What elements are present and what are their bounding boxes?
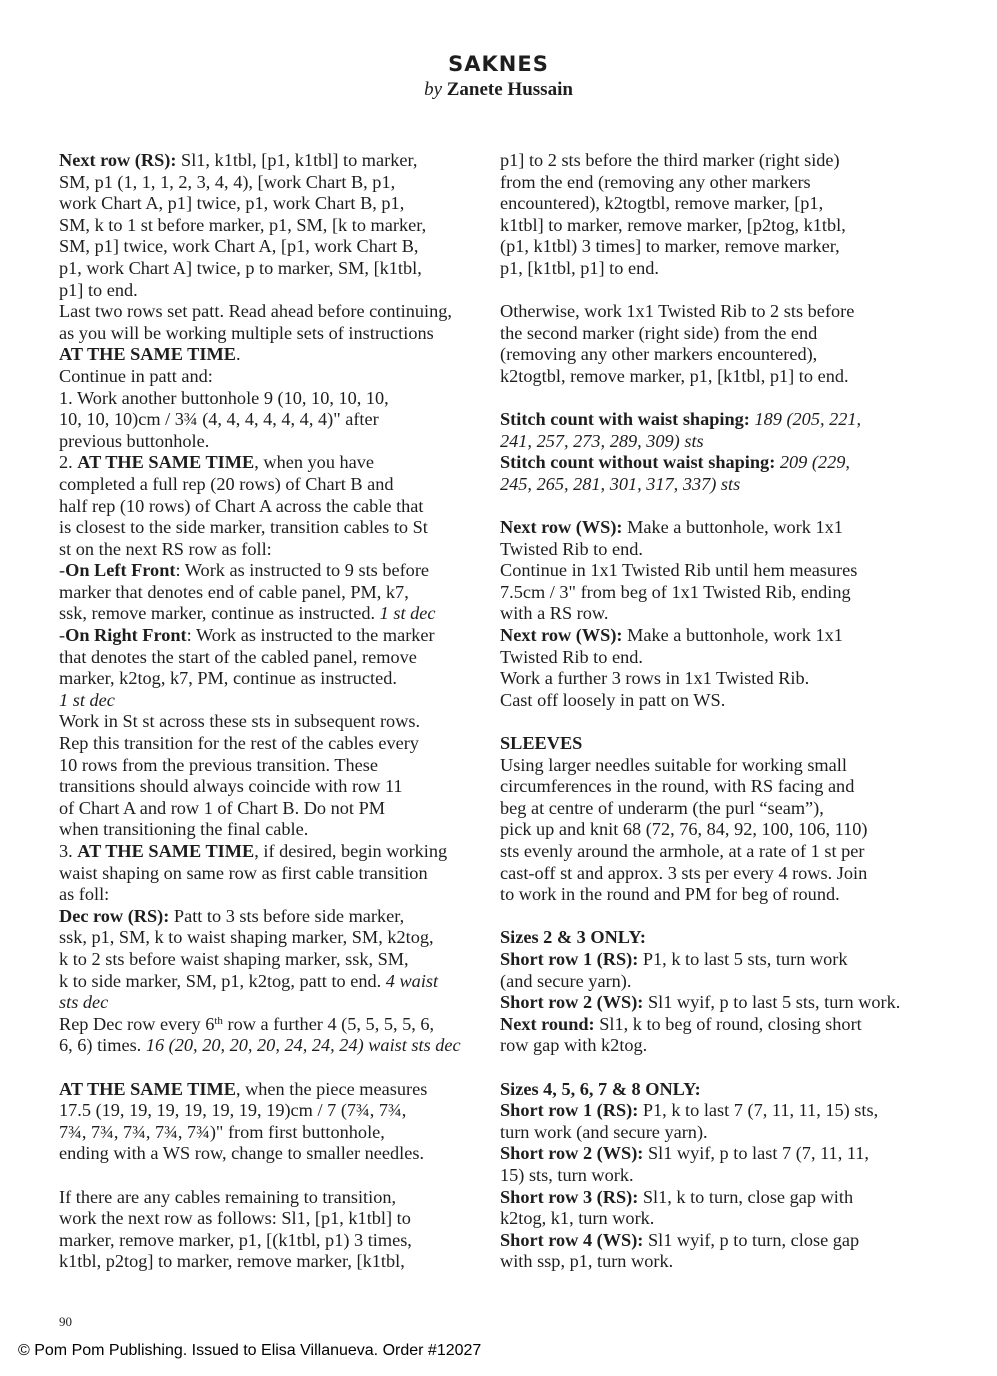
text-line <box>59 603 489 625</box>
text-span: Sl1, k to beg of round, closing short <box>594 1013 862 1034</box>
row-label: Short row 3 (RS): <box>500 1186 639 1207</box>
text-line: as you will be working multiple sets of instructions <box>59 322 434 343</box>
text-line: 15) sts, turn work. <box>500 1164 634 1185</box>
section-heading <box>500 1079 930 1101</box>
left-column <box>59 150 489 1273</box>
text-span: , if desired, begin working <box>254 841 448 861</box>
text-line <box>500 1100 930 1122</box>
text-line: circumferences in the round, with RS facing and <box>500 776 855 797</box>
paragraph-gap <box>500 906 930 928</box>
text-line <box>59 1035 489 1057</box>
text-line: transitions should always coincide with row 11 <box>59 776 403 797</box>
text-span: Patt to 3 sts before side marker, <box>169 905 405 926</box>
text-line: Using larger needles suitable for working small <box>500 754 847 775</box>
list-number: 3. <box>59 841 78 861</box>
text-line: Otherwise, work 1x1 Twisted Rib to 2 sts before <box>500 301 855 322</box>
text-line: previous buttonhole. <box>59 430 210 451</box>
text-line <box>500 992 930 1014</box>
text-line: k1tbl, p2tog] to marker, remove marker, [k1tbl, <box>59 1251 405 1272</box>
text-span: - <box>59 560 66 581</box>
text-span: row a further 4 (5, 5, 5, 5, 6, <box>222 1013 435 1034</box>
text-line: row gap with k2tog. <box>500 1035 648 1056</box>
text-line: from the end (removing any other markers <box>500 171 811 192</box>
text-line: 17.5 (19, 19, 19, 19, 19, 19, 19)cm / 7 (7¾, 7¾, <box>59 1100 407 1121</box>
text-line <box>59 690 489 712</box>
text-line: Work in St st across these sts in subsequent rows. <box>59 711 421 732</box>
text-line: work the next row as follows: Sl1, [p1, k1tbl] to <box>59 1208 411 1229</box>
row-label: Short row 1 (RS): <box>500 1100 639 1121</box>
text-line: k2togtbl, remove marker, p1, [k1tbl, p1] to end. <box>500 365 849 386</box>
text-line: 1. Work another buttonhole 9 (10, 10, 10, 10, <box>59 387 389 408</box>
text-line: SM, p1 (1, 1, 1, 2, 3, 4, 4), [work Chart B, p1, <box>59 171 396 192</box>
text-line: half rep (10 rows) of Chart A across the cable that <box>59 495 424 516</box>
text-line <box>59 452 489 474</box>
text-line: the second marker (right side) from the end <box>500 322 818 343</box>
text-line: that denotes the start of the cabled panel, remove <box>59 646 417 667</box>
text-span: Make a buttonhole, work 1x1 <box>622 625 843 646</box>
section-heading <box>500 733 930 755</box>
row-label: Dec row (RS): <box>59 905 170 926</box>
emphasis-text: On Left Front <box>65 560 176 581</box>
text-line: Cast off loosely in patt on WS. <box>500 689 726 710</box>
paragraph-gap <box>59 1165 489 1187</box>
text-line: encountered), k2togtbl, remove marker, [p1, <box>500 193 824 214</box>
text-line <box>59 560 489 582</box>
text-line: marker, remove marker, p1, [(k1tbl, p1) 3 times, <box>59 1229 412 1250</box>
text-span: . <box>235 344 241 365</box>
text-span: 6, 6) times. <box>59 1035 146 1056</box>
text-span: k to side marker, SM, p1, k2tog, patt to end. <box>59 970 386 991</box>
copyright-footer: © Pom Pom Publishing. Issued to Elisa Villanueva. Order #12027 <box>18 1342 482 1359</box>
paragraph-gap <box>500 280 930 302</box>
text-span: : Work as instructed to the marker <box>186 625 435 646</box>
paragraph-gap <box>59 1057 489 1079</box>
text-span: P1, k to last 5 sts, turn work <box>638 948 848 969</box>
emphasis-text: AT THE SAME TIME <box>77 841 255 861</box>
row-label: Stitch count with waist shaping: <box>500 409 750 430</box>
byline <box>0 79 997 101</box>
text-line: ssk, p1, SM, k to waist shaping marker, SM, k2tog, <box>59 927 434 948</box>
text-span: Sl1 wyif, p to last 7 (7, 11, 11, <box>643 1143 870 1164</box>
text-line: Rep this transition for the rest of the cables every <box>59 733 419 754</box>
italic-text: 4 waist <box>385 970 439 991</box>
italic-text: 209 (229, <box>775 452 850 473</box>
row-label: Short row 2 (WS): <box>500 1143 644 1164</box>
text-line <box>500 409 930 431</box>
text-span: , when you have <box>254 452 375 473</box>
text-line: k1tbl] to marker, remove marker, [p2tog, k1tbl, <box>500 214 846 235</box>
italic-text: 16 (20, 20, 20, 20, 24, 24, 24) waist sts dec <box>145 1035 461 1056</box>
text-line: (removing any other markers encountered), <box>500 344 818 365</box>
row-label: Short row 2 (WS): <box>500 992 644 1013</box>
emphasis-text: On Right Front <box>65 625 187 646</box>
section-heading <box>500 927 930 949</box>
text-line: Last two rows set patt. Read ahead before continuing, <box>59 301 452 322</box>
author-name: Zanete Hussain <box>446 79 573 100</box>
text-line: k to 2 sts before waist shaping marker, ssk, SM, <box>59 948 409 969</box>
text-line: SM, k to 1 st before marker, p1, SM, [k to marker, <box>59 214 427 235</box>
text-line: work Chart A, p1] twice, p1, work Chart B, p1, <box>59 193 405 214</box>
text-line <box>500 1187 930 1209</box>
text-line <box>59 1079 489 1101</box>
text-span: Rep Dec row every 6 <box>59 1013 215 1034</box>
paragraph-gap <box>500 388 930 410</box>
text-line <box>59 344 489 366</box>
text-span: - <box>59 625 66 646</box>
text-span: Sl1 wyif, p to turn, close gap <box>643 1229 860 1250</box>
italic-text: 1 st dec <box>379 603 436 624</box>
text-line <box>59 906 489 928</box>
text-line: marker that denotes end of cable panel, PM, k7, <box>59 581 409 602</box>
text-line: 7.5cm / 3" from beg of 1x1 Twisted Rib, ending <box>500 581 851 602</box>
row-label: Stitch count without waist shaping: <box>500 452 776 473</box>
byline-by: by <box>424 79 442 100</box>
paragraph-gap <box>500 1057 930 1079</box>
right-column <box>500 150 930 1273</box>
text-line <box>59 992 489 1014</box>
text-line: p1] to end. <box>59 279 138 300</box>
sleeves-heading: SLEEVES <box>500 733 583 754</box>
page-number: 90 <box>59 1314 72 1329</box>
text-line: 7¾, 7¾, 7¾, 7¾, 7¾)" from first buttonhole, <box>59 1121 385 1142</box>
text-span: Sl1, k1tbl, [p1, k1tbl] to marker, <box>176 150 418 170</box>
paragraph-gap <box>500 496 930 518</box>
text-line: turn work (and secure yarn). <box>500 1121 708 1142</box>
text-line <box>500 1143 930 1165</box>
text-line: to work in the round and PM for beg of round. <box>500 884 840 905</box>
text-line: st on the next RS row as foll: <box>59 538 272 559</box>
text-line: k2tog, k1, turn work. <box>500 1208 655 1229</box>
italic-text: 241, 257, 273, 289, 309) sts <box>500 430 704 451</box>
text-line <box>500 474 930 496</box>
list-number: 2. <box>59 452 78 473</box>
text-line: p1, work Chart A] twice, p to marker, SM, [k1tbl, <box>59 257 422 278</box>
text-line: SM, p1] twice, work Chart A, [p1, work Chart B, <box>59 236 419 257</box>
text-line: pick up and knit 68 (72, 76, 84, 92, 100, 106, 110) <box>500 819 868 840</box>
text-line <box>59 971 489 993</box>
emphasis-text: AT THE SAME TIME <box>59 344 236 365</box>
text-line: cast-off st and approx. 3 sts per every 4 rows. Join <box>500 862 868 883</box>
text-span: Sl1, k to turn, close gap with <box>638 1186 854 1207</box>
text-line: completed a full rep (20 rows) of Chart B and <box>59 473 394 494</box>
italic-text: sts dec <box>59 992 109 1013</box>
text-line: with ssp, p1, turn work. <box>500 1251 674 1272</box>
text-line: Continue in 1x1 Twisted Rib until hem measures <box>500 560 858 581</box>
text-line: Twisted Rib to end. <box>500 538 643 559</box>
text-line: If there are any cables remaining to transition, <box>59 1186 397 1207</box>
text-line: is closest to the side marker, transition cables to St <box>59 517 428 538</box>
emphasis-text: AT THE SAME TIME <box>77 452 255 473</box>
text-span: : Work as instructed to 9 sts before <box>175 560 430 581</box>
row-label: Next row (RS): <box>59 150 177 170</box>
text-line: beg at centre of underarm (the purl “seam”), <box>500 797 824 818</box>
text-line <box>500 1014 930 1036</box>
text-span: P1, k to last 7 (7, 11, 11, 15) sts, <box>638 1100 879 1121</box>
text-line: ending with a WS row, change to smaller needles. <box>59 1143 425 1164</box>
text-line: p1] to 2 sts before the third marker (right side) <box>500 150 840 170</box>
text-line: 10 rows from the previous transition. These <box>59 754 379 775</box>
text-line <box>59 841 489 863</box>
text-line <box>500 431 930 453</box>
text-line <box>500 949 930 971</box>
text-line: (and secure yarn). <box>500 970 632 991</box>
text-span: Make a buttonhole, work 1x1 <box>622 517 843 538</box>
text-line: as foll: <box>59 884 110 905</box>
italic-text: 1 st dec <box>59 689 115 710</box>
row-label: Next round: <box>500 1013 595 1034</box>
row-label: Next row (WS): <box>500 517 623 538</box>
text-line: Continue in patt and: <box>59 365 213 386</box>
paragraph-gap <box>500 711 930 733</box>
text-line: when transitioning the final cable. <box>59 819 309 840</box>
text-line <box>500 452 930 474</box>
row-label: Next row (WS): <box>500 625 623 646</box>
text-line <box>59 1014 489 1036</box>
sizes-4-8-heading: Sizes 4, 5, 6, 7 & 8 ONLY: <box>500 1078 701 1099</box>
text-line: Twisted Rib to end. <box>500 646 643 667</box>
text-line: p1, [k1tbl, p1] to end. <box>500 257 659 278</box>
text-line <box>59 625 489 647</box>
sizes-2-3-heading: Sizes 2 & 3 ONLY: <box>500 927 646 948</box>
row-label: Short row 4 (WS): <box>500 1229 644 1250</box>
text-span: ssk, remove marker, continue as instructed. <box>59 603 380 624</box>
text-line: sts evenly around the armhole, at a rate of 1 st per <box>500 841 865 861</box>
italic-text: 189 (205, 221, <box>749 409 862 430</box>
text-line <box>59 150 489 172</box>
text-span: , when the piece measures <box>235 1078 428 1099</box>
italic-text: 245, 265, 281, 301, 317, 337) sts <box>500 473 741 494</box>
text-line: of Chart A and row 1 of Chart B. Do not PM <box>59 797 385 818</box>
text-line <box>500 625 930 647</box>
text-line: Work a further 3 rows in 1x1 Twisted Rib. <box>500 668 810 689</box>
text-line: (p1, k1tbl) 3 times] to marker, remove marker, <box>500 236 840 257</box>
text-line: 10, 10, 10)cm / 3¾ (4, 4, 4, 4, 4, 4, 4)" after <box>59 409 379 430</box>
superscript: th <box>214 1014 223 1027</box>
text-line: waist shaping on same row as first cable transition <box>59 862 428 883</box>
text-line: marker, k2tog, k7, PM, continue as instructed. <box>59 668 397 689</box>
row-label: Short row 1 (RS): <box>500 948 639 969</box>
text-line: with a RS row. <box>500 603 609 624</box>
text-line <box>500 1230 930 1252</box>
emphasis-text: AT THE SAME TIME <box>59 1078 236 1099</box>
text-span: Sl1 wyif, p to last 5 sts, turn work. <box>643 992 901 1013</box>
page-title: SAKNES <box>448 52 549 76</box>
text-line <box>500 517 930 539</box>
